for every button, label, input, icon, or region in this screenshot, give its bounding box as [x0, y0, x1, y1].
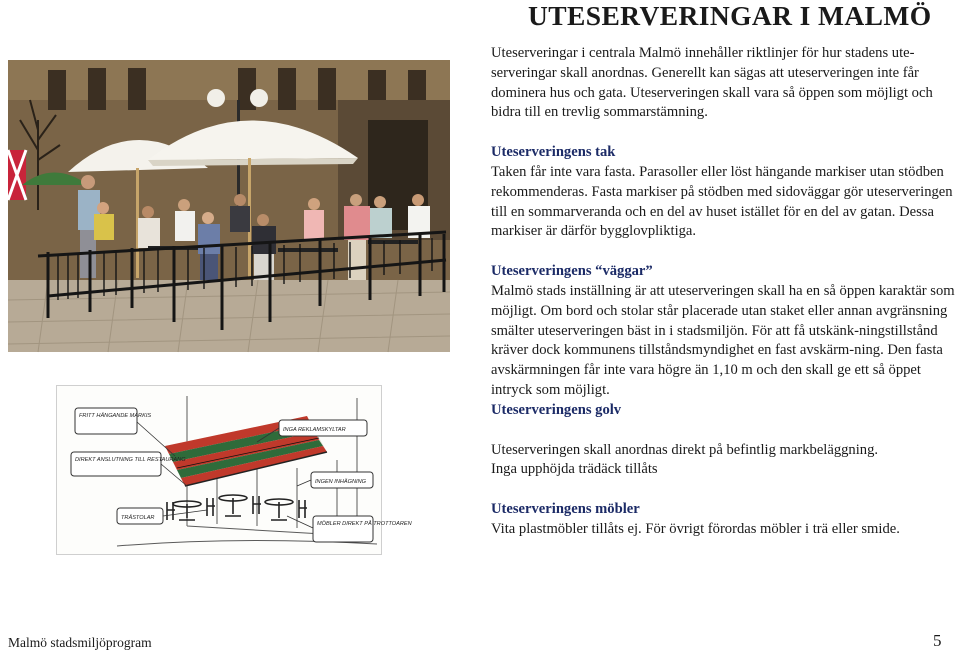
paragraph-golv-1: Uteserveringen skall anordnas direkt på befintlig markbeläggning.	[491, 441, 879, 458]
heading-vaggar: Uteserveringens “väggar”	[491, 263, 653, 280]
text-column	[491, 44, 961, 540]
sketch-label-inhagning: INGEN INHÄGNING	[315, 479, 366, 485]
page-title: UTESERVERINGAR I MALMÖ	[528, 0, 932, 31]
heading-golv: Uteserveringens golv	[491, 401, 622, 418]
sketch-label-trastolar: TRÄSTOLAR	[121, 515, 155, 521]
heading-mobler: Uteserveringens möbler	[491, 501, 640, 518]
page-number: 5	[933, 631, 942, 650]
sketch-label-mobler: MÖBLER DIREKT PÅ TROTTOAREN	[317, 521, 412, 527]
paragraph-vaggar: Malmö stads inställning är att uteserveringen skall ha en så öppen karaktär som möjligt. Om bord och stolar står placerade utan staket eller annan avgränsning smälter uteserveringen bäst in i stadsmiljön. För att få utskänk-ningstillstånd kräver dock kommunens tillståndsmyndighet en fast avskärm-ning. Den fasta avskärmningen får inte vara högre än 1,10 m och den skall ge ett så öppet intryck som möjligt.	[491, 282, 955, 398]
sketch-label-skyltar: INGA REKLAMSKYLTAR	[283, 427, 346, 433]
footer-publication: Malmö stadsmiljöprogram	[8, 635, 152, 650]
cafe-photo	[8, 60, 450, 352]
sketch-label-markis: FRITT HÄNGANDE MARKIS	[79, 413, 152, 419]
intro-paragraph: Uteserveringar i centrala Malmö innehåller riktlinjer för hur stadens ute-serveringar skall anordnas. Generellt kan sägas att uteserveringen inte får dominera hus och gata. Uteserveringen skall vara så öppen som möjligt och bidra till en trevlig sommarstämning.	[491, 45, 933, 121]
paragraph-golv-2: Inga upphöjda trädäck tillåts	[491, 461, 658, 478]
sketch-label-anslutning: DIREKT ANSLUTNING TILL RESTAURANG	[75, 457, 186, 463]
paragraph-mobler: Vita plastmöbler tillåts ej. För övrigt förordas möbler i trä eller smide.	[491, 520, 900, 537]
heading-tak: Uteserveringens tak	[491, 144, 616, 161]
awning-sketch	[56, 385, 412, 555]
paragraph-tak: Taken får inte vara fasta. Parasoller eller löst hängande markiser utan stödben rekommenderas. Fasta markiser på stödben med sidoväggar gör uteserveringen till en sommarveranda och en del av huset istället för en del av gatan. Dessa markiser är därför bygglovpliktiga.	[491, 163, 953, 240]
